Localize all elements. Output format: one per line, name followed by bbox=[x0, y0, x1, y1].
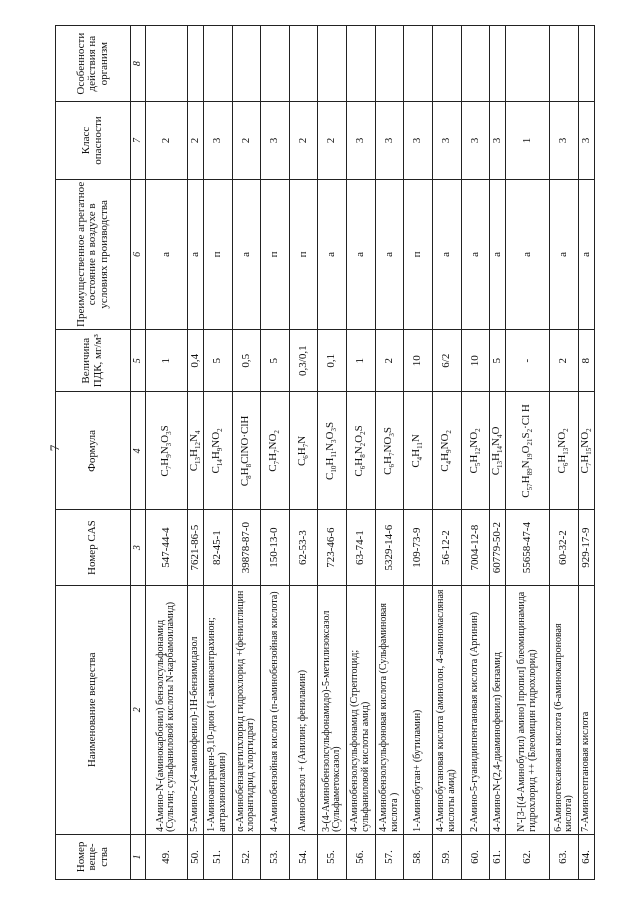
cell-cas: 39878-87-0 bbox=[232, 510, 261, 585]
cell-num: 52. bbox=[232, 834, 261, 879]
cell-state: а bbox=[432, 179, 461, 329]
cell-num: 58. bbox=[404, 834, 433, 879]
cell-formula: $C_6H_{13}NO_2$ bbox=[550, 392, 579, 510]
table-body bbox=[146, 26, 595, 880]
cell-state: п bbox=[404, 179, 433, 329]
table-row bbox=[578, 26, 594, 880]
header-cell: Особенности действия на организм bbox=[56, 26, 131, 102]
cell-state: а bbox=[146, 179, 188, 329]
cell-pdk: 0,1 bbox=[318, 330, 347, 392]
cell-state: а bbox=[347, 179, 376, 329]
column-index: 5 bbox=[131, 330, 146, 392]
cell-state: а bbox=[506, 179, 550, 329]
column-index: 4 bbox=[131, 392, 146, 510]
header-cell: Величина ПДК, мг/м³ bbox=[56, 330, 131, 392]
table-row bbox=[318, 26, 347, 880]
cell-name: N'-[3-[(4-Аминобутил) амино] пропил] блеомицинамида гидрохлорид ++ (Блеомицин гидрохлорид) bbox=[506, 585, 550, 834]
cell-class: 3 bbox=[490, 102, 506, 179]
cell-pdk: 0,5 bbox=[232, 330, 261, 392]
cell-class: 2 bbox=[187, 102, 203, 179]
cell-pdk: 2 bbox=[375, 330, 404, 392]
cell-class: 3 bbox=[261, 102, 290, 179]
table-row bbox=[203, 26, 232, 880]
cell-effect bbox=[203, 26, 232, 102]
cell-state: а bbox=[187, 179, 203, 329]
table-row bbox=[550, 26, 579, 880]
header-cell: Наименование вещества bbox=[56, 585, 131, 834]
cell-name: 4-Аминобензолсульфоновая кислота (Сульфаминовая кислота ) bbox=[375, 585, 404, 834]
column-index: 7 bbox=[131, 102, 146, 179]
cell-class: 3 bbox=[203, 102, 232, 179]
cell-effect bbox=[461, 26, 490, 102]
cell-effect bbox=[490, 26, 506, 102]
column-index: 8 bbox=[131, 26, 146, 102]
cell-state: п bbox=[203, 179, 232, 329]
cell-name: 4-Аминобензолсульфонамид (Стрептоцид; сульфаниловой кислоты амид) bbox=[347, 585, 376, 834]
cell-num: 55. bbox=[318, 834, 347, 879]
cell-pdk: 1 bbox=[146, 330, 188, 392]
cell-class: 2 bbox=[146, 102, 188, 179]
cell-state: а bbox=[232, 179, 261, 329]
cell-pdk: 5 bbox=[490, 330, 506, 392]
table-row bbox=[461, 26, 490, 880]
rotated-table-container bbox=[55, 25, 595, 880]
cell-num: 64. bbox=[578, 834, 594, 879]
cell-state: а bbox=[490, 179, 506, 329]
cell-formula: $C_4H_{11}N$ bbox=[404, 392, 433, 510]
cell-formula: $C_4H_9NO_2$ bbox=[432, 392, 461, 510]
cell-cas: 150-13-0 bbox=[261, 510, 290, 585]
cell-name: 4-Аминобензойная кислота (п-аминобензойная кислота) bbox=[261, 585, 290, 834]
cell-formula: $C_6H_7NO_3S$ bbox=[375, 392, 404, 510]
cell-formula: $C_{10}H_{11}N_3O_3S$ bbox=[318, 392, 347, 510]
cell-name: 4-Амино-N-(2,4-диаминофенил) бензамид bbox=[490, 585, 506, 834]
cell-formula: $C_8H_8ClNO\cdot ClH$ bbox=[232, 392, 261, 510]
cell-pdk: - bbox=[506, 330, 550, 392]
cell-cas: 63-74-1 bbox=[347, 510, 376, 585]
cell-formula: $C_5H_{12}NO_2$ bbox=[461, 392, 490, 510]
cell-effect bbox=[550, 26, 579, 102]
table-row bbox=[490, 26, 506, 880]
cell-num: 62. bbox=[506, 834, 550, 879]
table-row bbox=[404, 26, 433, 880]
cell-effect bbox=[404, 26, 433, 102]
header-row bbox=[56, 26, 131, 880]
column-index: 3 bbox=[131, 510, 146, 585]
column-index: 2 bbox=[131, 585, 146, 834]
cell-num: 63. bbox=[550, 834, 579, 879]
cell-name: 4-Аминобутановая кислота (аминолон, 4-аминомасляная кислоты амид) bbox=[432, 585, 461, 834]
cell-name: 4-Амино-N-(аминокарбонил) бензолсульфонамид (Сульгин; сульфаниловой кислоты N-карбамоиламид) bbox=[146, 585, 188, 834]
cell-pdk: 0,4 bbox=[187, 330, 203, 392]
cell-pdk: 10 bbox=[404, 330, 433, 392]
cell-class: 3 bbox=[404, 102, 433, 179]
column-index: 6 bbox=[131, 179, 146, 329]
cell-state: а bbox=[578, 179, 594, 329]
cell-state: а bbox=[461, 179, 490, 329]
cell-cas: 5329-14-6 bbox=[375, 510, 404, 585]
cell-pdk: 2 bbox=[550, 330, 579, 392]
cell-name: 5-Амино-2-(4-аминофенил)-1Н-бензимидазол bbox=[187, 585, 203, 834]
cell-effect bbox=[146, 26, 188, 102]
cell-effect bbox=[232, 26, 261, 102]
cell-class: 3 bbox=[375, 102, 404, 179]
cell-cas: 929-17-9 bbox=[578, 510, 594, 585]
cell-formula: $C_{14}H_9NO_2$ bbox=[203, 392, 232, 510]
cell-state: а bbox=[550, 179, 579, 329]
column-index-row bbox=[131, 26, 146, 880]
cell-name: 1-Аминобутан+ (бутиламин) bbox=[404, 585, 433, 834]
cell-formula: $C_{57}H_{89}N_{19}O_{21}S_2\cdot Cl$ H bbox=[506, 392, 550, 510]
cell-cas: 60779-50-2 bbox=[490, 510, 506, 585]
cell-formula: $C_{13}H_{14}N_4O$ bbox=[490, 392, 506, 510]
cell-cas: 723-46-6 bbox=[318, 510, 347, 585]
table-row bbox=[506, 26, 550, 880]
cell-formula: $C_7H_9N_3O_3S$ bbox=[146, 392, 188, 510]
table-row bbox=[289, 26, 318, 880]
header-cell: Преимущественное агрегатное состояние в воздухе в условиях производства bbox=[56, 179, 131, 329]
cell-formula: $C_6H_7N$ bbox=[289, 392, 318, 510]
cell-num: 51. bbox=[203, 834, 232, 879]
cell-state: п bbox=[289, 179, 318, 329]
cell-num: 54. bbox=[289, 834, 318, 879]
cell-state: а bbox=[318, 179, 347, 329]
cell-cas: 547-44-4 bbox=[146, 510, 188, 585]
cell-cas: 56-12-2 bbox=[432, 510, 461, 585]
cell-cas: 7004-12-8 bbox=[461, 510, 490, 585]
cell-num: 50. bbox=[187, 834, 203, 879]
cell-formula: $C_7H_7NO_2$ bbox=[261, 392, 290, 510]
cell-class: 3 bbox=[550, 102, 579, 179]
table-row bbox=[347, 26, 376, 880]
cell-cas: 60-32-2 bbox=[550, 510, 579, 585]
table-row bbox=[232, 26, 261, 880]
cell-effect bbox=[289, 26, 318, 102]
table-row bbox=[432, 26, 461, 880]
cell-pdk: 0,3/0,1 bbox=[289, 330, 318, 392]
cell-class: 1 bbox=[506, 102, 550, 179]
cell-effect bbox=[261, 26, 290, 102]
cell-pdk: 5 bbox=[203, 330, 232, 392]
cell-formula: $C_7H_{15}NO_2$ bbox=[578, 392, 594, 510]
cell-state: а bbox=[375, 179, 404, 329]
cell-num: 53. bbox=[261, 834, 290, 879]
cell-cas: 82-45-1 bbox=[203, 510, 232, 585]
cell-num: 60. bbox=[461, 834, 490, 879]
cell-pdk: 8 bbox=[578, 330, 594, 392]
cell-name: 6-Аминогексановая кислота (6-аминокапроновая кислота) bbox=[550, 585, 579, 834]
cell-effect bbox=[432, 26, 461, 102]
cell-effect bbox=[506, 26, 550, 102]
cell-num: 49. bbox=[146, 834, 188, 879]
cell-num: 59. bbox=[432, 834, 461, 879]
cell-num: 57. bbox=[375, 834, 404, 879]
cell-class: 3 bbox=[461, 102, 490, 179]
cell-formula: $C_6H_8N_2O_2S$ bbox=[347, 392, 376, 510]
cell-effect bbox=[187, 26, 203, 102]
cell-effect bbox=[578, 26, 594, 102]
cell-state: п bbox=[261, 179, 290, 329]
column-index: 1 bbox=[131, 834, 146, 879]
substances-table bbox=[55, 25, 595, 880]
cell-pdk: 10 bbox=[461, 330, 490, 392]
cell-effect bbox=[375, 26, 404, 102]
cell-name: 3-(4-Аминобензолсульфонамидо)-5-метилизоксазол (Сульфаметоксазол) bbox=[318, 585, 347, 834]
cell-num: 56. bbox=[347, 834, 376, 879]
table-row bbox=[187, 26, 203, 880]
cell-name: 1-Аминоантрацен-9,10-дион (1-аминоантрахинон; антрахиноиламин) bbox=[203, 585, 232, 834]
cell-class: 3 bbox=[578, 102, 594, 179]
table-row bbox=[375, 26, 404, 880]
cell-pdk: 5 bbox=[261, 330, 290, 392]
cell-cas: 109-73-9 bbox=[404, 510, 433, 585]
header-cell: Класс опасности bbox=[56, 102, 131, 179]
cell-class: 3 bbox=[432, 102, 461, 179]
header-cell: Номер CAS bbox=[56, 510, 131, 585]
cell-formula: $C_{13}H_{12}N_4$ bbox=[187, 392, 203, 510]
cell-name: Аминобензол + (Анилин; фениламин) bbox=[289, 585, 318, 834]
cell-num: 61. bbox=[490, 834, 506, 879]
cell-name: α-Аминобензацетилхлорид гидрохлорид +(фенилглицин хлорангидрид хлоргидрат) bbox=[232, 585, 261, 834]
table-row bbox=[146, 26, 188, 880]
cell-pdk: 1 bbox=[347, 330, 376, 392]
cell-pdk: 6/2 bbox=[432, 330, 461, 392]
cell-cas: 62-53-3 bbox=[289, 510, 318, 585]
cell-effect bbox=[318, 26, 347, 102]
cell-cas: 55658-47-4 bbox=[506, 510, 550, 585]
cell-class: 3 bbox=[347, 102, 376, 179]
cell-name: 7-Аминогептановая кислота bbox=[578, 585, 594, 834]
cell-class: 2 bbox=[232, 102, 261, 179]
cell-name: 2-Амино-5-гуанидинпентановая кислота (Аргинин) bbox=[461, 585, 490, 834]
cell-class: 2 bbox=[289, 102, 318, 179]
header-cell: Номер веще-ства bbox=[56, 834, 131, 879]
cell-class: 2 bbox=[318, 102, 347, 179]
header-cell: Формула bbox=[56, 392, 131, 510]
cell-cas: 7621-86-5 bbox=[187, 510, 203, 585]
table-row bbox=[261, 26, 290, 880]
page-number: 7 bbox=[47, 444, 62, 452]
cell-effect bbox=[347, 26, 376, 102]
